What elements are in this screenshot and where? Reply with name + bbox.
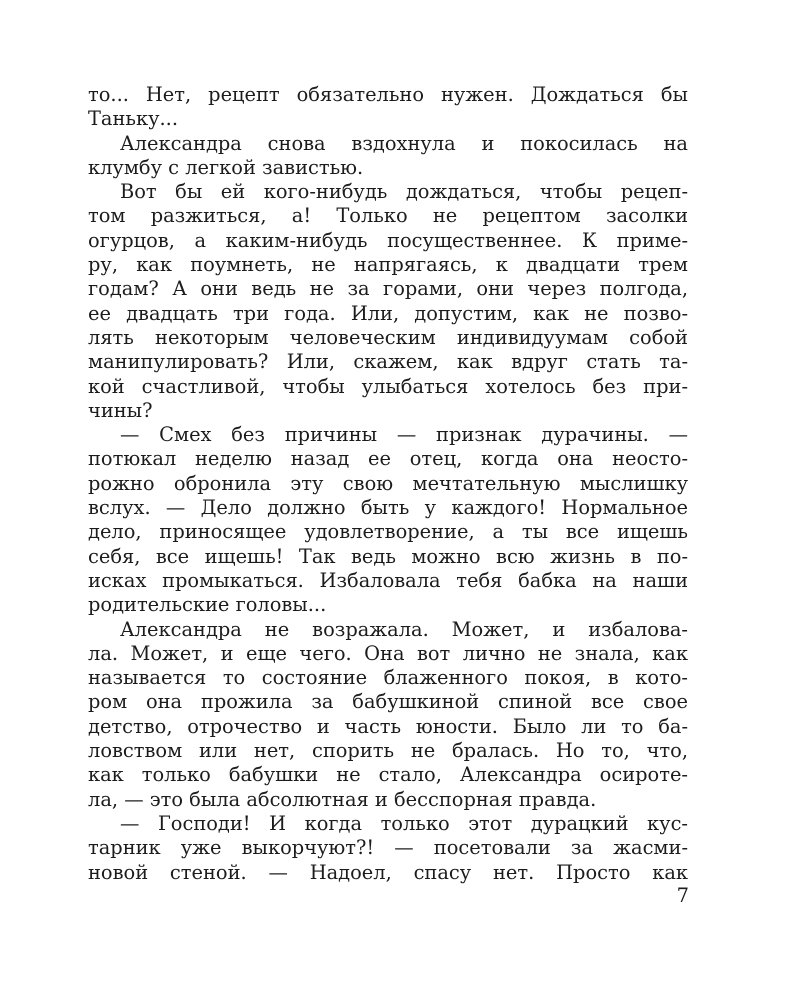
text-line: потюкал неделю назад ее отец, когда она неосто- [88,447,688,471]
text-line: годам? А они ведь не за горами, они через полгода, [88,277,688,301]
text-line: чины? [88,398,153,422]
text-line: кой счастливой, чтобы улыбаться хотелось без при- [88,374,688,398]
text-line: Александра снова вздохнула и покосилась на [120,131,688,155]
text-line: называется то состояние блаженного покоя, в кото- [88,666,688,690]
text-line: огурцов, а каким-нибудь посущественнее. К приме- [88,228,688,252]
text-line: манипулировать? Или, скажем, как вдруг стать та- [88,350,688,374]
text-line: ла. Может, и еще чего. Она вот лично не знала, как [88,641,688,665]
text-line: Таньку... [88,107,178,131]
page-number: 7 [676,884,689,907]
text-line: ла, — это была абсолютная и бесспорная правда. [88,787,597,811]
text-line: том разжиться, а! Только не рецептом засолки [88,204,688,228]
text-line: новой стеной. — Надоел, спасу нет. Просто как [88,860,688,884]
text-line: — Господи! И когда только этот дурацкий кус- [120,811,688,835]
text-line: Александра не возражала. Может, и избалова- [120,617,688,641]
text-line: вслух. — Дело должно быть у каждого! Нормальное [88,496,688,520]
text-line: дело, приносящее удовлетворение, а ты все ищешь [88,520,688,544]
text-line: ру, как поумнеть, не напрягаясь, к двадцати трем [88,253,688,277]
text-line: клумбу с легкой завистью. [88,155,364,179]
text-line: тарник уже выкорчуют?! — посетовали за жасми- [88,836,688,860]
text-line: родительские головы... [88,593,327,617]
text-line: рожно обронила эту свою мечтательную мыслишку [88,471,688,495]
text-line: ром она прожила за бабушкиной спиной все свое [88,690,688,714]
text-line: ловством или нет, спорить не бралась. Но то, что, [88,739,688,763]
text-line: исках промыкаться. Избаловала тебя бабка на наши [88,568,688,592]
text-line: ее двадцать три года. Или, допустим, как не позво- [88,301,688,325]
text-line: детство, отрочество и часть юности. Было ли то ба- [88,714,688,738]
text-line: Вот бы ей кого-нибудь дождаться, чтобы рецеп- [120,180,688,204]
text-line: лять некоторым человеческим индивидуумам собой [88,325,688,349]
body-text [88,83,688,885]
text-line: себя, все ищешь! Так ведь можно всю жизнь в по- [88,544,688,568]
text-line: — Смех без причины — признак дурачины. — [120,423,688,447]
text-line: то... Нет, рецепт обязательно нужен. Дождаться бы [88,83,688,106]
text-line: как только бабушки не стало, Александра осироте- [88,763,688,787]
